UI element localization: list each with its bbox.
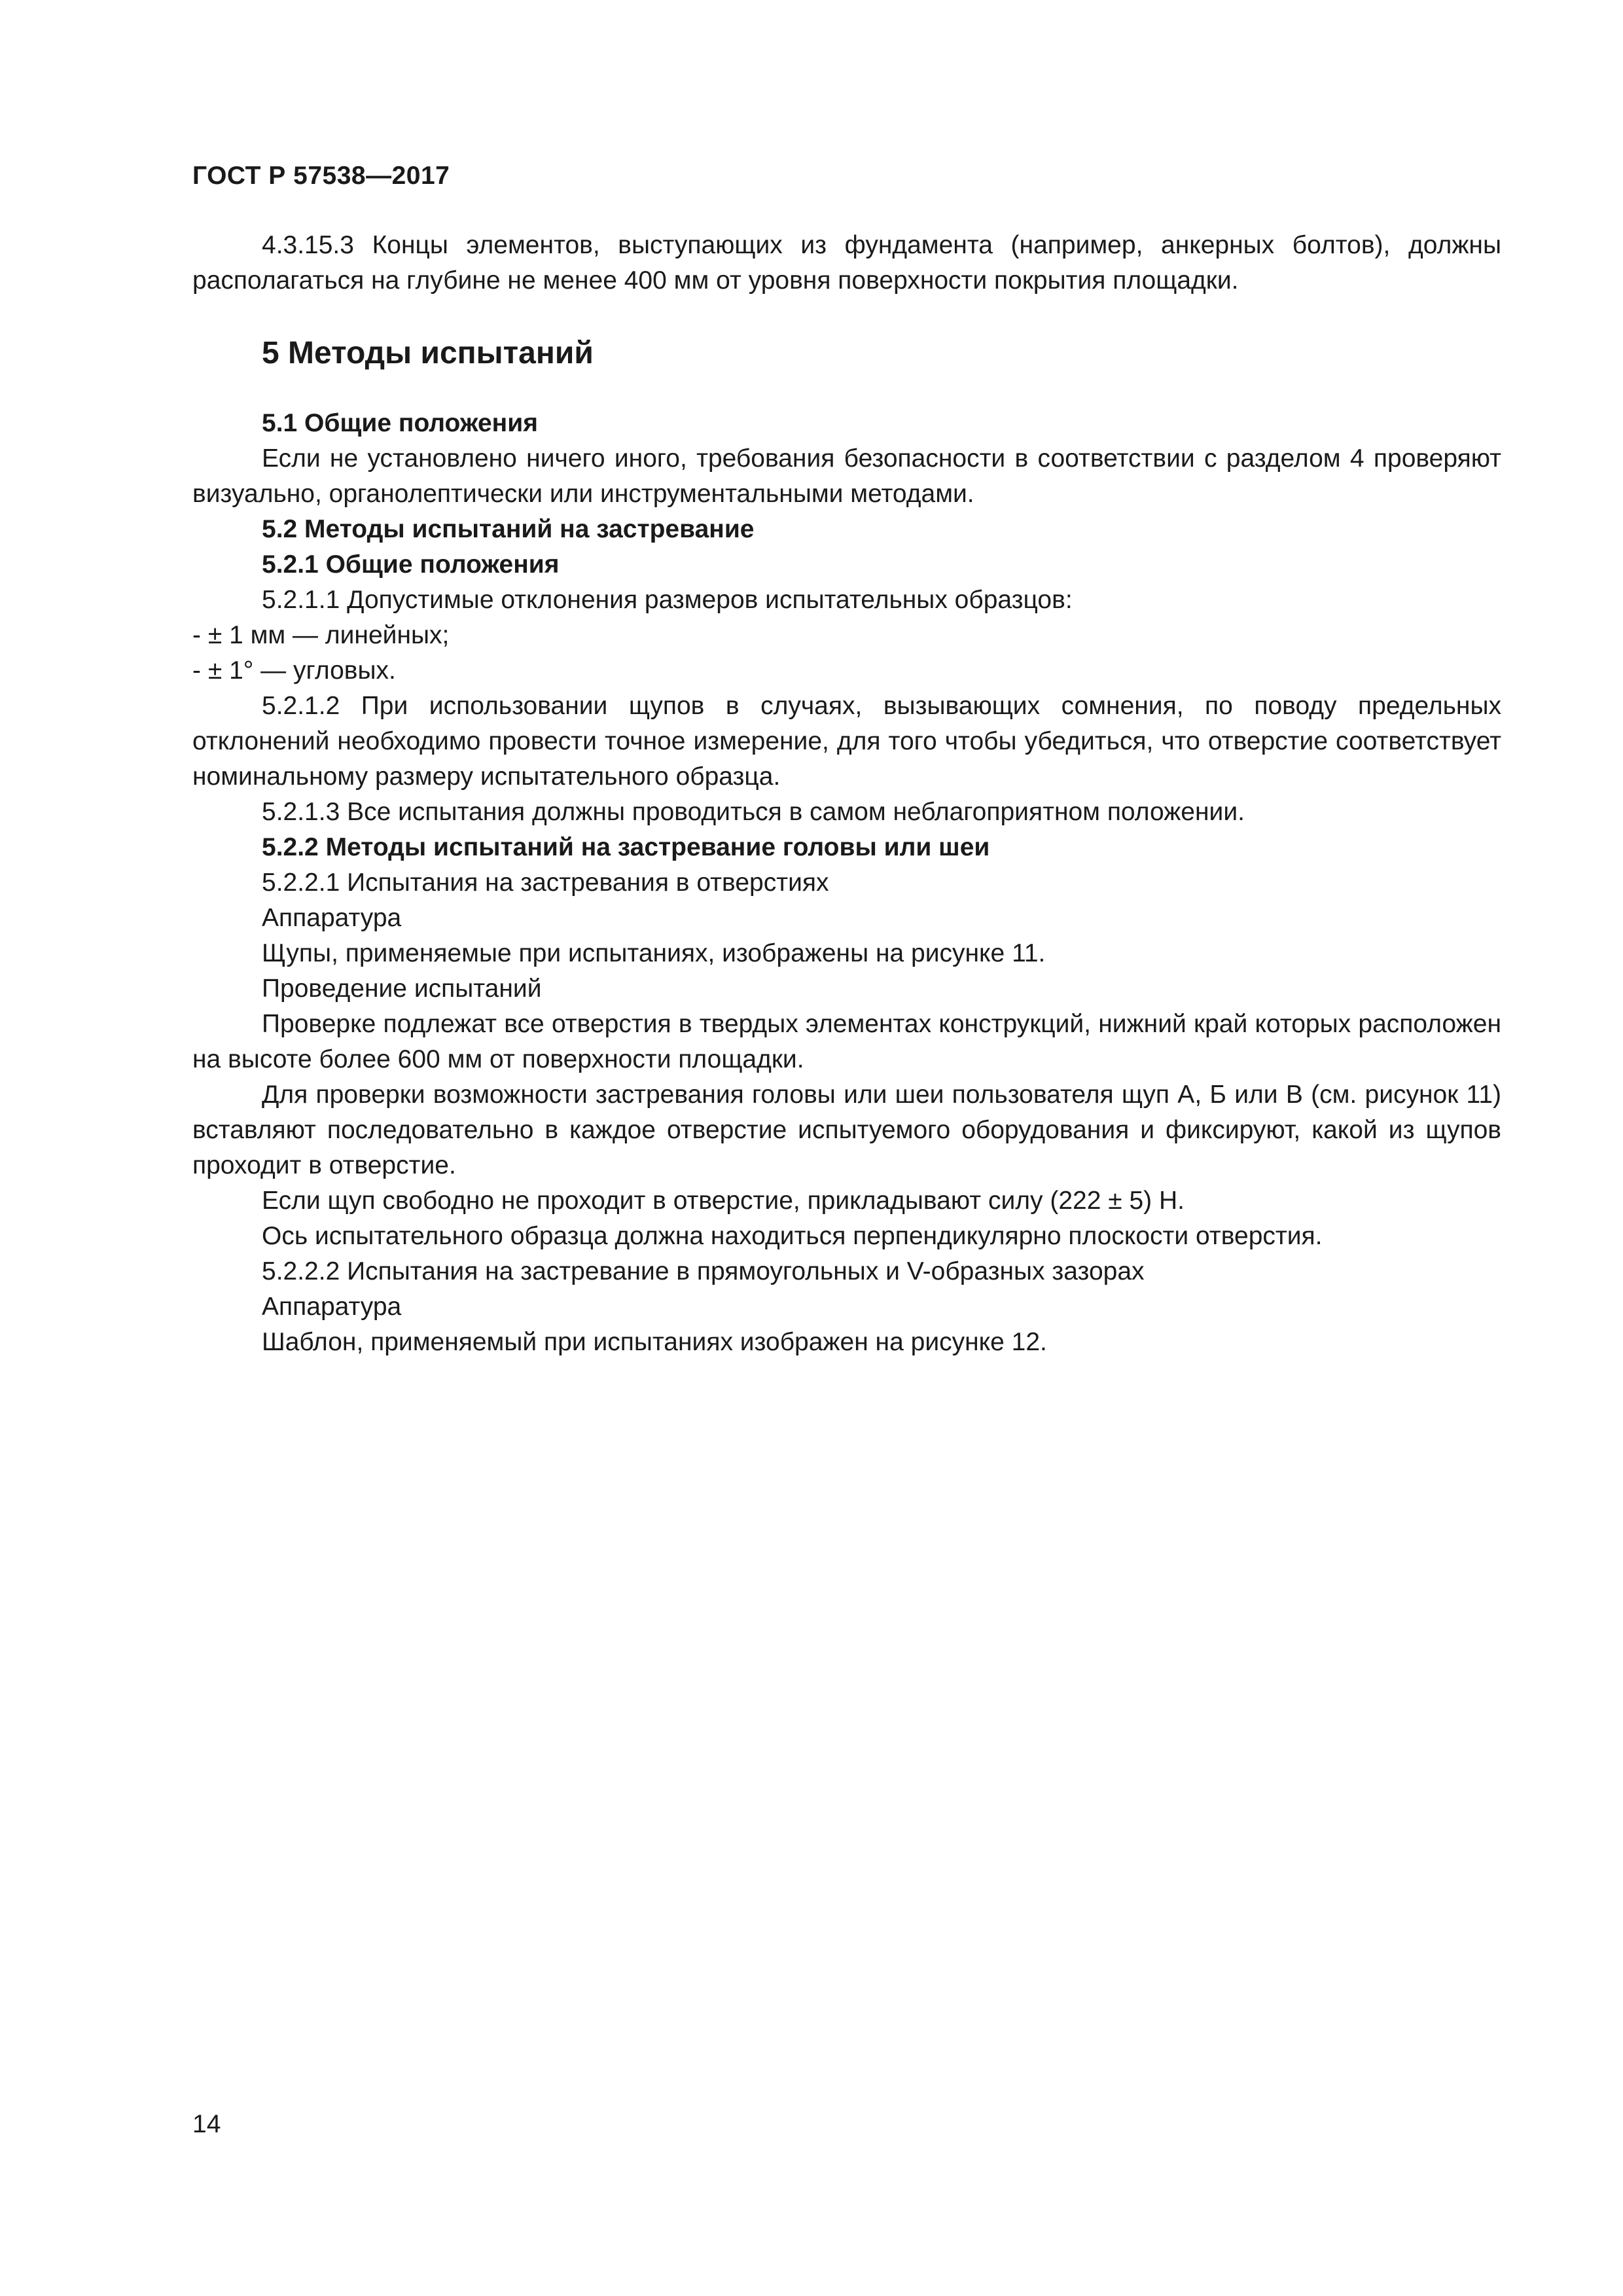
subsection-5-1-title: 5.1 Общие положения <box>262 409 538 437</box>
force-paragraph: Если щуп свободно не проходит в отверстие, прикладывают силу (222 ± 5) Н. <box>262 1187 1185 1215</box>
list-item-linear: - ± 1 мм — линейных; <box>192 621 450 649</box>
document-code-header: ГОСТ Р 57538—2017 <box>192 162 450 190</box>
apparatus-label-1: Аппаратура <box>262 904 402 932</box>
paragraph-5-2-1-3: 5.2.1.3 Все испытания должны проводиться в самом неблагоприятном положении. <box>262 798 1245 826</box>
section-5-body <box>192 406 1501 1360</box>
paragraph-5-1: Если не установлено ничего иного, требования безопасности в соответствии с разделом 4 проверяют визуально, органолептически или инструментальными методами. <box>192 444 1501 508</box>
section-5-title: 5 Методы испытаний <box>262 336 594 370</box>
paragraph-5-2-2-1: 5.2.2.1 Испытания на застревания в отверстиях <box>262 869 829 897</box>
axis-paragraph: Ось испытательного образца должна находиться перпендикулярно плоскости отверстия. <box>262 1222 1323 1250</box>
paragraph-5-2-1-2: 5.2.1.2 При использовании щупов в случаях, вызывающих сомнения, по поводу предельных отклонений необходимо провести точное измерение, для того чтобы убедиться, что отверстие соответствует номинальному размеру испытательного образца. <box>192 692 1501 791</box>
paragraph-4-3-15-3-block <box>192 228 1501 298</box>
subsection-5-2-title: 5.2 Методы испытаний на застревание <box>262 515 755 543</box>
paragraph-5-2-1-1: 5.2.1.1 Допустимые отклонения размеров испытательных образцов: <box>262 586 1073 614</box>
check-holes-paragraph: Проверке подлежат все отверстия в твердых элементах конструкций, нижний край которых расположен на высоте более 600 мм от поверхности площадки. <box>192 1010 1501 1073</box>
probe-insert-paragraph: Для проверки возможности застревания головы или шеи пользователя щуп А, Б или В (см. рисунок 11) вставляют последовательно в каждое отверстие испытуемого оборудования и фиксируют, какой из щупов проходит в отверстие. <box>192 1081 1501 1179</box>
conducting-tests-label: Проведение испытаний <box>262 975 542 1003</box>
paragraph-4-3-15-3: 4.3.15.3 Концы элементов, выступающих из фундамента (например, анкерных болтов), должны располагаться на глубине не менее 400 мм от уровня поверхности покрытия площадки. <box>192 231 1501 295</box>
template-paragraph: Шаблон, применяемый при испытаниях изображен на рисунке 12. <box>262 1328 1047 1356</box>
section-5-title-block <box>192 332 1501 374</box>
apparatus-label-2: Аппаратура <box>262 1293 402 1321</box>
paragraph-5-2-2-2: 5.2.2.2 Испытания на застревание в прямоугольных и V-образных зазорах <box>262 1257 1145 1285</box>
subsection-5-2-2-title: 5.2.2 Методы испытаний на застревание головы или шеи <box>262 833 990 861</box>
page-number: 14 <box>192 2110 221 2138</box>
probes-paragraph: Щупы, применяемые при испытаниях, изображены на рисунке 11. <box>262 939 1046 967</box>
list-item-angular: - ± 1° — угловых. <box>192 656 396 685</box>
subsection-5-2-1-title: 5.2.1 Общие положения <box>262 550 560 579</box>
